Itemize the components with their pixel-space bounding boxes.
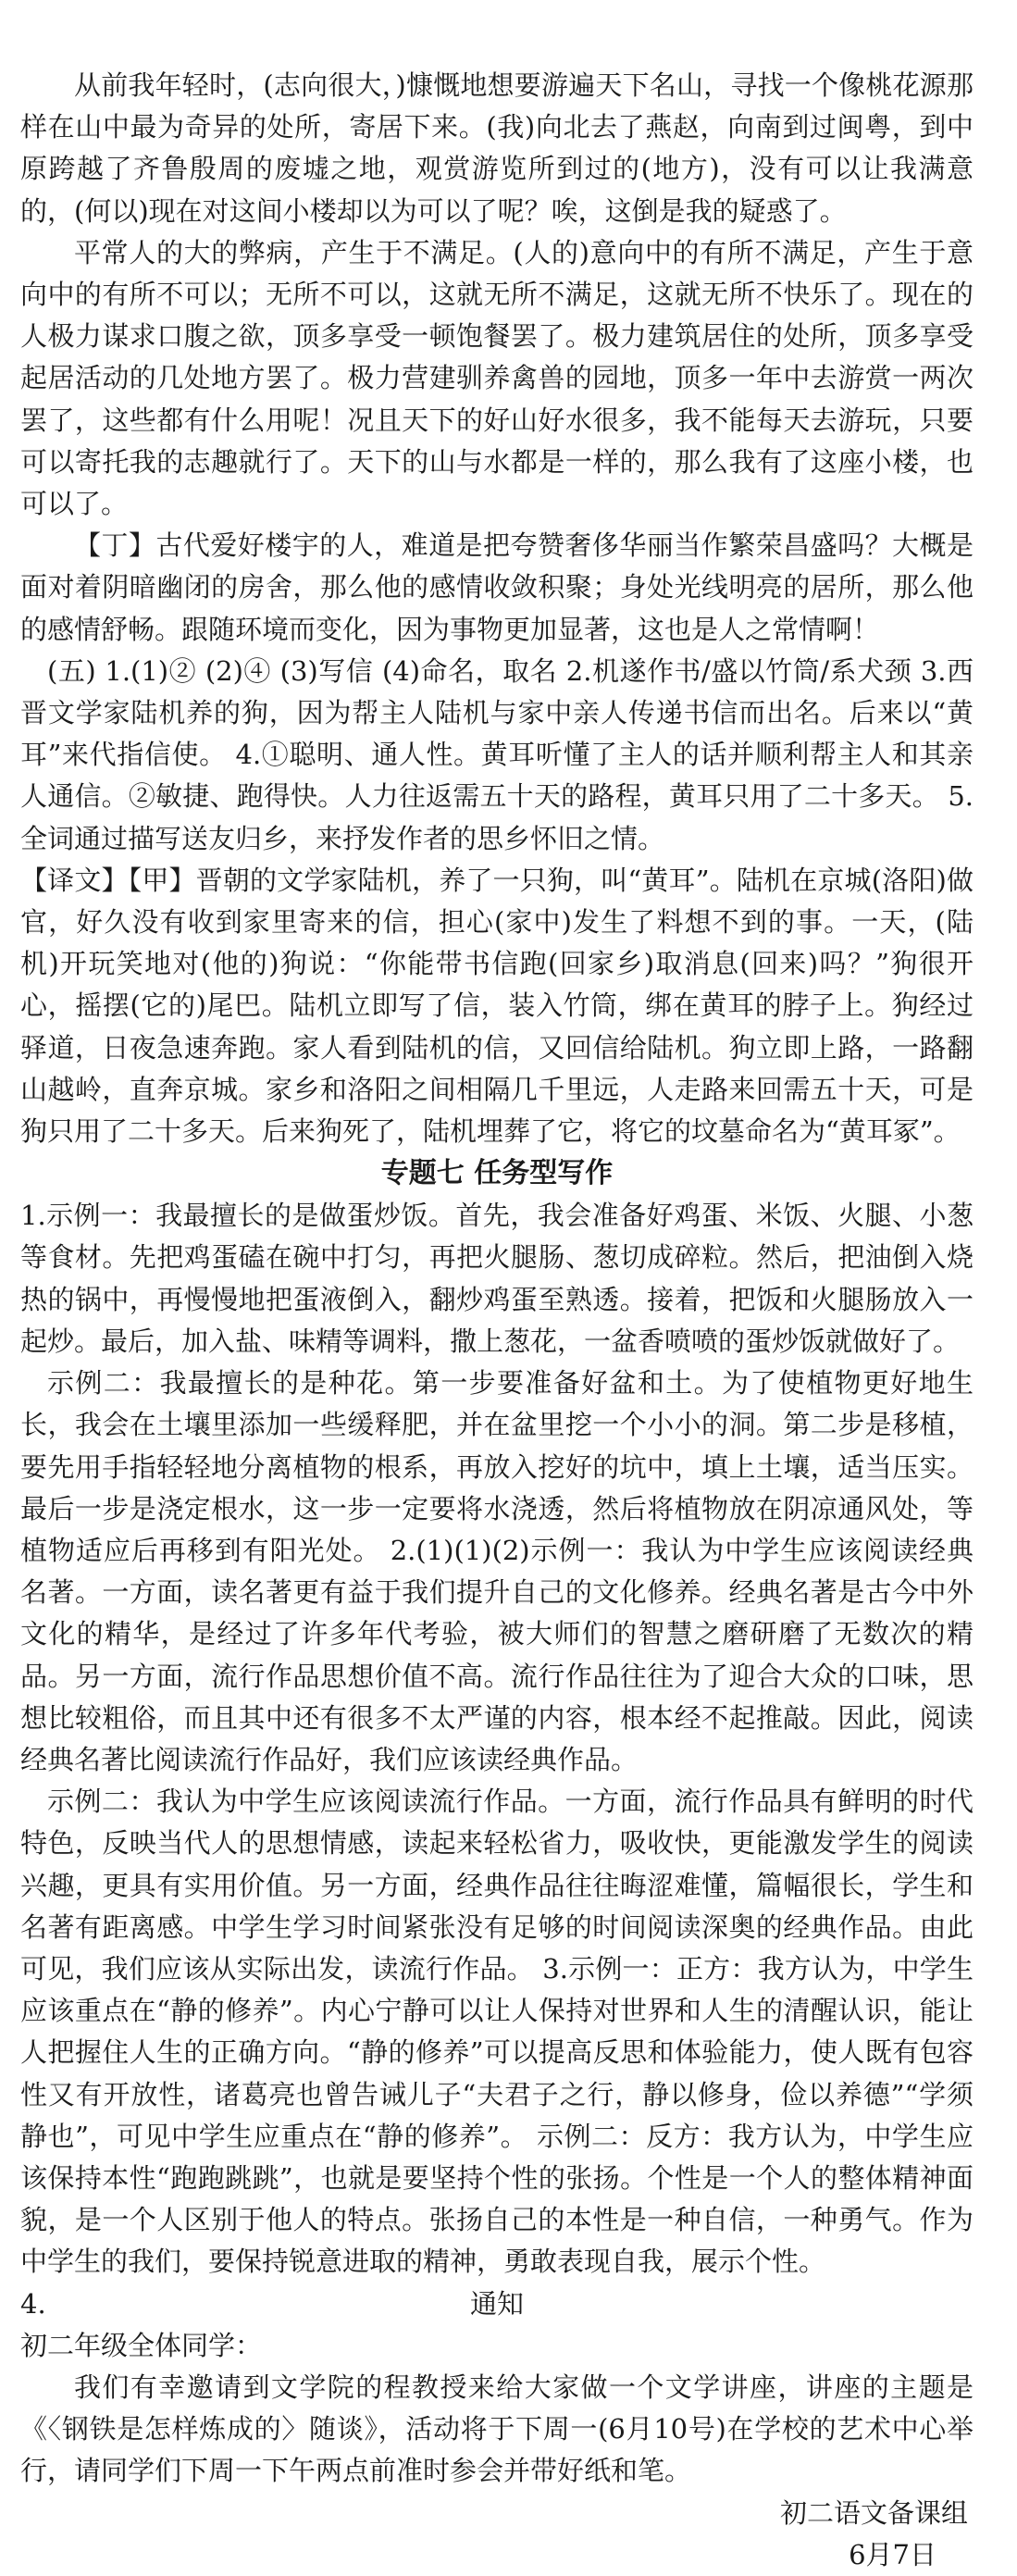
notice-signature: 初二语文备课组 [779,2496,968,2529]
answer-page [20,65,974,2576]
answer-2-example-2-and-answer-3: 示例二：我认为中学生应该阅读流行作品。一方面，流行作品具有鲜明的时代特色，反映当代人的思想情感，读起来轻松省力，吸收快，更能激发学生的阅读兴趣，更具有实用价值。另一方面，经典作品往往晦涩难懂，篇幅很长，学生和名著有距离感。中学生学习时间紧张没有足够的时间阅读深奥的经典作品。由此可见，我们应该从实际出发，读流行作品。 3.示例一：正方：我方认为，中学生应该重点在“静的修养”。内心宁静可以让人保持对世界和人生的清醒认识，能让人把握住人生的正确方向。“静的修养”可以提高反思和体验能力，使人既有包容性又有开放性，诸葛亮也曾告诫儿子“夫君子之行，静以修身，俭以养德”“学须静也”，可见中学生应重点在“静的修养”。 示例二：反方：我方认为，中学生应该保持本性“跑跑跳跳”，也就是要坚持个性的张扬。个性是一个人的整体精神面貌，是一个人区别于他人的特点。张扬自己的本性是一种自信，一种勇气。作为中学生的我们，要保持锐意进取的精神，勇敢表现自我，展示个性。 [20,1786,974,2278]
notice-date: 6月7日 [849,2538,936,2570]
answers-section-5: (五) 1.(1)② (2)④ (3)写信 (4)命名，取名 2.机遂作书/盛以竹筒/系犬颈 3.西晋文学家陆机养的狗，因为帮主人陆机与家中亲人传递书信而出名。后来以“黄耳”来代指信使。 4.①聪明、通人性。黄耳听懂了主人的话并顺利帮主人和其亲人通信。②敏捷、跑得快。人力往返需五十天的路程，黄耳只用了二十多天。 5.全词通过描写送友归乡，来抒发作者的思乡怀旧之情。 [20,654,974,854]
translation-paragraph-3: 【丁】古代爱好楼宇的人，难道是把夸赞奢侈华丽当作繁荣昌盛吗？大概是面对着阴暗幽闭的房舍，那么他的感情收敛积聚；身处光线明亮的居所，那么他的感情舒畅。跟随环境而变化，因为事物更加显著，这也是人之常情啊！ [20,529,974,645]
answer-1-example-2-and-answer-2: 示例二：我最擅长的是种花。第一步要准备好盆和土。为了使植物更好地生长，我会在土壤里添加一些缓释肥，并在盆里挖一个小小的洞。第二步是移植，要先用手指轻轻地分离植物的根系，再放入挖好的坑中，填上土壤，适当压实。最后一步是浇定根水，这一步一定要将水浇透，然后将植物放在阴凉通风处，等植物适应后再移到有阳光处。 2.(1)(1)(2)示例一：我认为中学生应该阅读经典名著。一方面，读名著更有益于我们提升自己的文化修养。经典名著是古今中外文化的精华，是经过了许多年代考验，被大师们的智慧之磨研磨了无数次的精品。另一方面，流行作品思想价值不高。流行作品往往为了迎合大众的口味，思想比较粗俗，而且其中还有很多不太严谨的内容，根本经不起推敲。因此，阅读经典名著比阅读流行作品好，我们应该读经典作品。 [20,1367,974,1775]
answer-1-example-1: 1.示例一：我最擅长的是做蛋炒饭。首先，我会准备好鸡蛋、米饭、火腿、小葱等食材。先把鸡蛋磕在碗中打匀，再把火腿肠、葱切成碎粒。然后，把油倒入烧热的锅中，再慢慢地把蛋液倒入，翻炒鸡蛋至熟透。接着，把饭和火腿肠放入一起炒。最后，加入盐、味精等调料，撒上葱花，一盆香喷喷的蛋炒饭就做好了。 [20,1200,974,1357]
translation-paragraph-1: 从前我年轻时，(志向很大，)慷慨地想要游遍天下名山，寻找一个像桃花源那样在山中最为奇异的处所，寄居下来。(我)向北去了燕赵，向南到过闽粤，到中原跨越了齐鲁殷周的废墟之地，观赏游览所到过的(地方)，没有可以让我满意的，(何以)现在对这间小楼却以为可以了呢？唉，这倒是我的疑惑了。 [20,69,974,227]
translation-paragraph-2: 平常人的大的弊病，产生于不满足。(人的)意向中的有所不满足，产生于意向中的有所不可以；无所不可以，这就无所不满足，这就无所不快乐了。现在的人极力谋求口腹之欲，顶多享受一顿饱餐罢了。极力建筑居住的处所，顶多享受起居活动的几处地方罢了。极力营建驯养禽兽的园地，顶多一年中去游赏一两次罢了，这些都有什么用呢！况且天下的好山好水很多，我不能每天去游玩，只要可以寄托我的志趣就行了。天下的山与水都是一样的，那么我有了这座小楼，也可以了。 [20,236,974,520]
translation-paragraph-jia: 【译文】【甲】晋朝的文学家陆机，养了一只狗，叫“黄耳”。陆机在京城(洛阳)做官，好久没有收到家里寄来的信，担心(家中)发生了料想不到的事。一天，(陆机)开玩笑地对(他的)狗说：“你能带书信跑(回家乡)取消息(回来)吗？”狗很开心，摇摆(它的)尾巴。陆机立即写了信，装入竹筒，绑在黄耳的脖子上。狗经过驿道，日夜急速奔跑。家人看到陆机的信，又回信给陆机。狗立即上路，一路翻山越岭，直奔京城。家乡和洛阳之间相隔几千里远，人走路来回需五十天，可是狗只用了二十多天。后来狗死了，陆机埋葬了它，将它的坟墓命名为“黄耳冢”。 [20,864,974,1148]
notice-title: 通知 [469,2287,524,2320]
notice-body: 我们有幸邀请到文学院的程教授来给大家做一个文学讲座，讲座的主题是《〈钢铁是怎样炼成的〉随谈》，活动将于下周一(6月10号)在学校的艺术中心举行，请同学们下周一下午两点前准时参会并带好纸和笔。 [20,2371,974,2487]
notice-number: 4. [20,2287,46,2320]
section-title: 专题七 任务型写作 [380,1157,614,1190]
notice-block [20,2284,974,2576]
notice-greeting: 初二年级全体同学： [20,2329,263,2361]
